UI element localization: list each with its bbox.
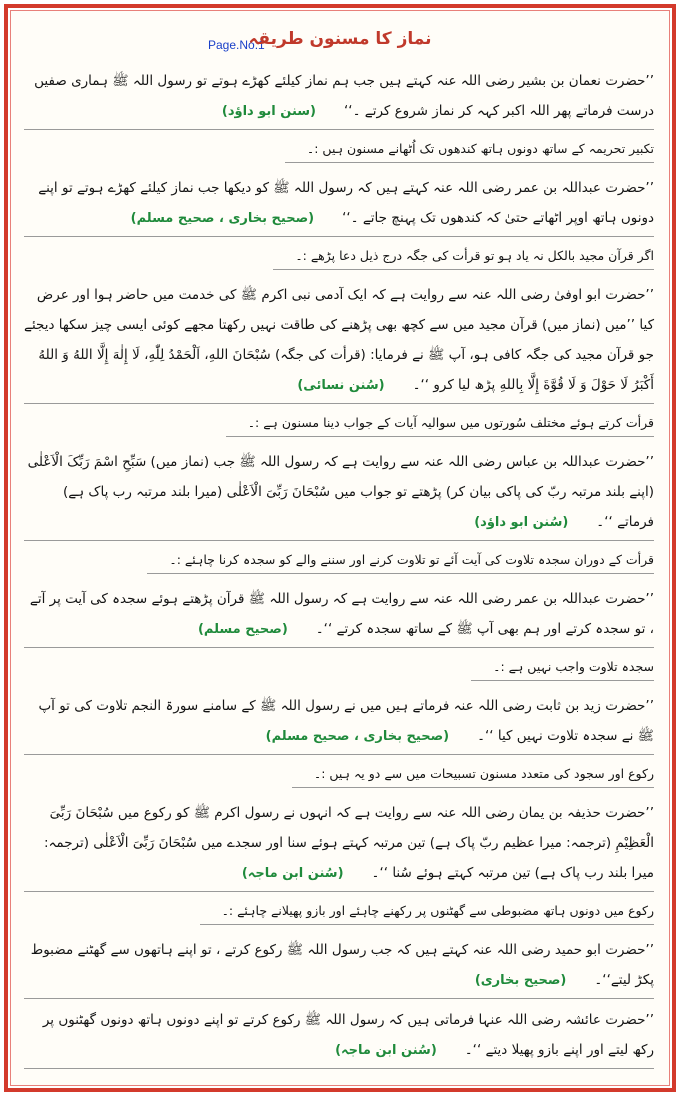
hadith-text: ’’حضرت ابو اوفیٰ رضی اللہ عنہ سے روایت ہے کہ ایک آدمی نبی اکرم ﷺ کی خدمت میں حاضر ہوا اور عرض کیا ’’میں (نماز میں) قرآن مجید میں سے کچھ بھی پڑھنے کی طاقت نہیں رکھتا مجھے کوئی ایسی چیز سکھا دیجئے جو قرآن مجید کی جگہ کافی ہو، آپ ﷺ نے فرمایا: (قرأت کی جگہ) سُبْحَانَ اللهِ، اَلْحَمْدُ لِلّٰهِ، لَا إِلٰهَ إِلَّا اللهُ وَ اللهُ أَكْبَرُ لَا حَوْلَ وَ لَا قُوَّةَ إِلَّا بِاللهِ پڑھ لیا کرو ‘‘۔	[24, 287, 654, 393]
hadith-body	[24, 935, 654, 999]
hadith-paragraph	[24, 691, 654, 755]
hadith-text: ’’حضرت حذیفہ بن یمان رضی اللہ عنہ سے روایت ہے کہ انہوں نے رسول اکرم ﷺ کو رکوع میں سُبْحَانَ رَبِّیَ الْعَظِیْمِ (ترجمہ: میرا عظیم ربّ پاک ہے) تین مرتبہ کہتے ہوئے سنا اور سجدے میں سُبْحَانَ رَبِّیَ الْاَعْلٰی (ترجمہ: میرا بلند رب پاک ہے) تین مرتبہ کہتے ہوئے سُنا ‘‘۔	[43, 805, 654, 881]
section-heading	[24, 547, 654, 578]
section-heading-text: قرأت کے دوران سجدہ تلاوت کی آیت آئے تو تلاوت کرنے اور سننے والے کو سجدہ کرنا چاہئے :۔	[147, 547, 654, 574]
section-heading-text: سجدہ تلاوت واجب نہیں ہے :۔	[471, 654, 654, 681]
section-heading	[24, 654, 654, 685]
hadith-reference: (صحیح بخاری ، صحیح مسلم)	[265, 729, 450, 744]
hadith-reference: (صحیح بخاری ، صحیح مسلم)	[130, 211, 315, 226]
page-inner	[20, 18, 660, 1078]
section-heading-text: قرأت کرتے ہوئے مختلف سُورتوں میں سوالیہ آیات کے جواب دینا مسنون ہے :۔	[226, 410, 654, 437]
hadith-paragraph	[24, 280, 654, 404]
hadith-reference: (صحیح بخاری)	[474, 973, 567, 988]
hadith-paragraph	[24, 935, 654, 999]
hadith-reference: (صحیح مسلم)	[197, 622, 288, 637]
hadith-text: ’’حضرت عبداللہ بن عمر رضی اللہ عنہ سے روایت ہے کہ رسول اللہ ﷺ قرآن پڑھتے ہوئے سجدہ کی آیت پر آتے ، تو سجدہ کرتے اور ہم بھی آپ ﷺ کے ساتھ سجدہ کرتے ‘‘۔	[29, 591, 654, 637]
page-frame	[4, 4, 676, 1092]
hadith-text: ’’حضرت عبداللہ بن عمر رضی اللہ عنہ کہتے ہیں کہ رسول اللہ ﷺ کو دیکھا جب نماز کیلئے کھڑے ہوتے تو اپنے دونوں ہاتھ اوپر اٹھاتے حتیٰ کہ کندھوں تک پہنچ جاتے ۔‘‘	[38, 180, 654, 226]
hadith-text: ’’حضرت ابو حمید رضی اللہ عنہ کہتے ہیں کہ جب رسول اللہ ﷺ رکوع کرتے ، تو اپنے ہاتھوں سے گھٹنے مضبوط پکڑ لیتے‘‘۔	[30, 942, 654, 988]
hadith-paragraph	[24, 173, 654, 237]
section-heading	[24, 243, 654, 274]
content-body	[20, 66, 660, 1075]
hadith-reference: (سُنن ابن ماجہ)	[241, 866, 344, 881]
hadith-reference: (سُنن ابو داؤد)	[474, 515, 569, 530]
section-heading-text: رکوع میں دونوں ہاتھ مضبوطی سے گھٹنوں پر رکھنے چاہئے اور بازو پھیلانے چاہئے :۔	[200, 898, 654, 925]
hadith-paragraph	[24, 447, 654, 541]
section-heading-text: تکبیر تحریمہ کے ساتھ دونوں ہاتھ کندھوں تک اُٹھانے مسنون ہیں :۔	[285, 136, 654, 163]
hadith-body	[24, 691, 654, 755]
hadith-text: ’’حضرت زید بن ثابت رضی اللہ عنہ فرماتے ہیں میں نے رسول اللہ ﷺ کے سامنے سورۃ النجم تلاوت کی تو آپ ﷺ نے سجدہ تلاوت نہیں کیا ‘‘۔	[38, 698, 654, 744]
hadith-body	[24, 798, 654, 892]
hadith-reference: (سنن ابو داؤد)	[221, 104, 316, 119]
hadith-paragraph	[24, 1005, 654, 1069]
hadith-text: ’’حضرت عائشہ رضی اللہ عنہا فرماتی ہیں کہ رسول اللہ ﷺ رکوع کرتے تو اپنے دونوں ہاتھ دونوں گھٹنوں پر رکھ لیتے اور اپنے بازو پھیلا دیتے ‘‘۔	[42, 1012, 654, 1058]
hadith-body	[24, 1005, 654, 1069]
page-number-label: Page.No.1	[208, 38, 265, 52]
hadith-text: ’’حضرت نعمان بن بشیر رضی اللہ عنہ کہتے ہیں جب ہم نماز کیلئے کھڑے ہوتے تو رسول اللہ ﷺ ہماری صفیں درست فرماتے پھر اللہ اکبر کہہ کر نماز شروع کرتے ۔‘‘	[34, 73, 654, 119]
hadith-body	[24, 280, 654, 404]
hadith-paragraph	[24, 584, 654, 648]
section-heading	[24, 898, 654, 929]
section-heading	[24, 136, 654, 167]
hadith-paragraph	[24, 66, 654, 130]
hadith-body	[24, 584, 654, 648]
section-heading	[24, 410, 654, 441]
section-heading	[24, 761, 654, 792]
page-title: نماز کا مسنون طریقہ	[248, 29, 432, 49]
section-heading-text: اگر قرآن مجید بالکل نہ یاد ہو تو قرأت کی جگہ درج ذیل دعا پڑھے :۔	[273, 243, 654, 270]
hadith-body	[24, 447, 654, 541]
hadith-body	[24, 173, 654, 237]
hadith-body	[24, 66, 654, 130]
hadith-paragraph	[24, 798, 654, 892]
hadith-reference: (سُنن ابن ماجہ)	[335, 1043, 437, 1058]
hadith-reference: (سُنن نسائی)	[297, 378, 385, 393]
hadith-text: ’’حضرت عبداللہ بن عباس رضی اللہ عنہ سے روایت ہے کہ رسول اللہ ﷺ جب (نماز میں) سَبِّحِ اسْمَ رَبِّکَ الْاَعْلٰی (اپنے بلند مرتبہ ربّ کی پاکی بیان کر) پڑھتے تو جواب میں سُبْحَانَ رَبِّیَ الْاَعْلٰی (میرا بلند مرتبہ رب پاک ہے) فرماتے ‘‘۔	[27, 454, 654, 530]
section-heading-text: رکوع اور سجود کی متعدد مسنون تسبیحات میں سے دو یہ ہیں :۔	[292, 761, 654, 788]
